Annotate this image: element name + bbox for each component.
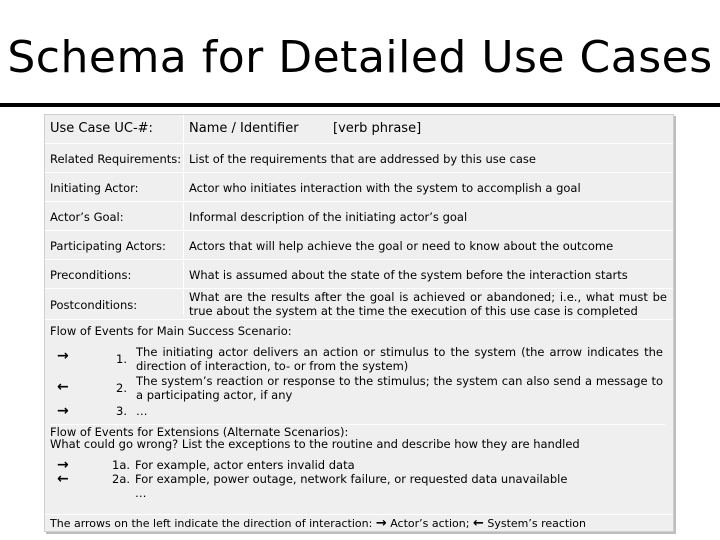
main-flow-heading: Flow of Events for Main Success Scenario: <box>50 324 292 338</box>
arrow-left-icon: ← <box>57 379 69 395</box>
field-key: Initiating Actor: <box>50 181 139 195</box>
field-value: Actor who initiates interaction with the system to accomplish a goal <box>189 181 581 195</box>
initiating-actor-row <box>45 173 673 202</box>
legend-actor-label: Actor’s action; <box>390 517 470 530</box>
field-key: Postconditions: <box>50 298 138 312</box>
use-case-schema-table <box>44 114 674 532</box>
legend-system-label: System’s reaction <box>487 517 587 530</box>
field-value: What is assumed about the state of the system before the interaction starts <box>189 268 628 282</box>
field-value: Actors that will help achieve the goal or need to know about the outcome <box>189 239 614 253</box>
field-value: List of the requirements that are addressed by this use case <box>189 152 536 166</box>
arrow-left-icon: ← <box>57 471 69 487</box>
step-number: 2. <box>116 381 127 395</box>
step-text: … <box>135 486 147 500</box>
header-row <box>45 115 673 144</box>
slide-title: Schema for Detailed Use Cases <box>7 32 713 83</box>
step-number: 1. <box>116 352 127 366</box>
field-key: Actor’s Goal: <box>50 210 124 224</box>
related-requirements-row <box>45 144 673 173</box>
extensions-heading: Flow of Events for Extensions (Alternate Scenarios): <box>50 424 665 439</box>
field-key: Preconditions: <box>50 268 132 282</box>
arrow-right-icon: → <box>57 457 69 473</box>
field-key: Related Requirements: <box>50 152 182 166</box>
verb-phrase-label: [verb phrase] <box>333 121 422 136</box>
arrow-left-icon: ← <box>472 516 484 531</box>
arrow-right-icon: → <box>375 516 387 531</box>
arrow-legend <box>45 514 673 532</box>
legend-text: The arrows on the left indicate the direction of interaction: <box>50 517 373 530</box>
arrow-right-icon: → <box>57 348 69 364</box>
step-text: The system’s reaction or response to the stimulus; the system can also send a message to a participating actor, if any <box>136 374 663 402</box>
field-value: Informal description of the initiating actor’s goal <box>189 210 468 224</box>
actors-goal-row <box>45 202 673 231</box>
field-key: Participating Actors: <box>50 239 166 253</box>
step-number: 1a. <box>112 458 131 472</box>
extensions-subheading: What could go wrong? List the exceptions to the routine and describe how they are handled <box>50 437 580 451</box>
step-text: For example, power outage, network failure, or requested data unavailable <box>135 472 568 486</box>
step-number: 2a. <box>112 472 131 486</box>
step-text: The initiating actor delivers an action or stimulus to the system (the arrow indicates the direction of interaction, to- or from the system) <box>136 345 663 373</box>
preconditions-row <box>45 260 673 289</box>
postconditions-row <box>45 289 673 320</box>
step-text: For example, actor enters invalid data <box>135 458 355 472</box>
step-number: 3. <box>116 404 127 418</box>
field-value: What are the results after the goal is achieved or abandoned; i.e., what must be true about the system at the time the execution of this use case is completed <box>189 290 667 318</box>
arrow-right-icon: → <box>57 403 69 419</box>
use-case-id-label: Use Case UC-#: <box>50 121 153 136</box>
step-text: … <box>136 404 148 418</box>
participating-actors-row <box>45 231 673 260</box>
title-divider <box>0 103 720 107</box>
name-identifier-label: Name / Identifier <box>189 121 299 136</box>
